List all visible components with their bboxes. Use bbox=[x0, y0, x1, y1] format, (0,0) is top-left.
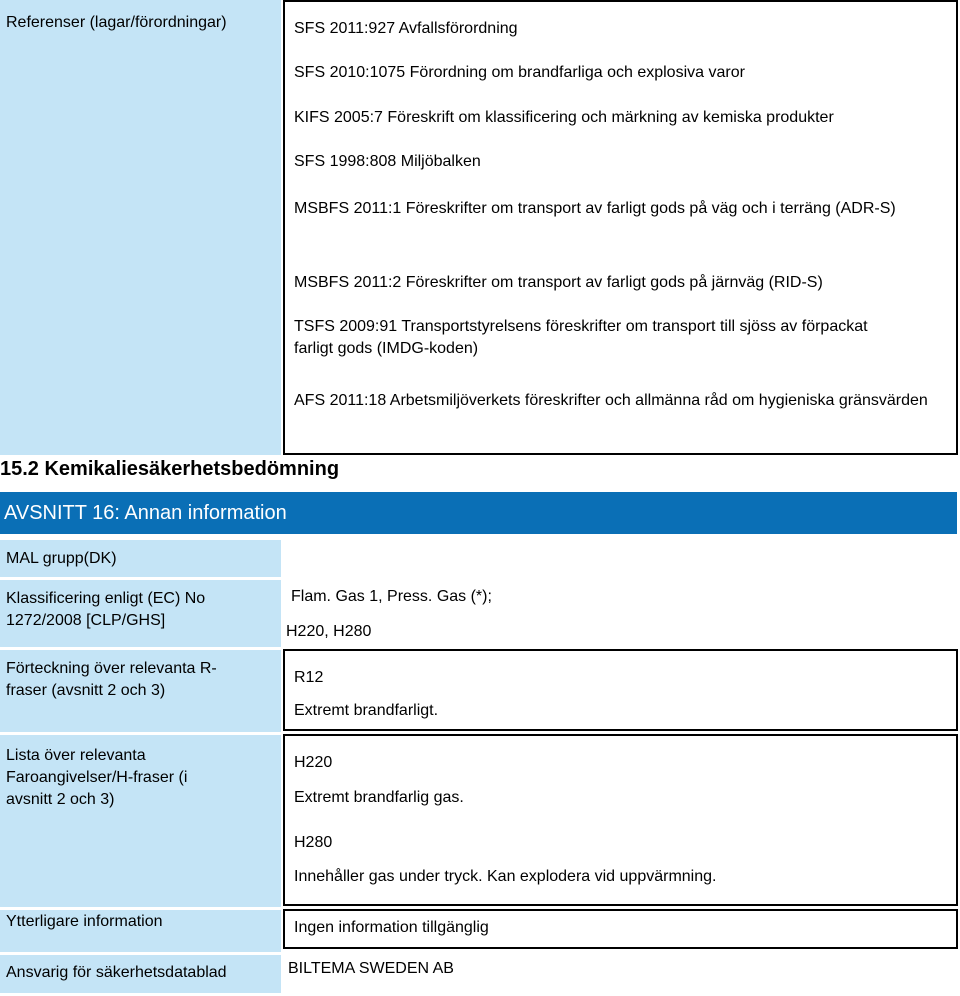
h-phrases-box bbox=[283, 734, 958, 906]
responsible-value: BILTEMA SWEDEN AB bbox=[288, 960, 454, 977]
references-label: Referenser (lagar/förordningar) bbox=[6, 14, 227, 31]
further-info-box bbox=[283, 909, 958, 949]
r-phrase-text: Extremt brandfarligt. bbox=[294, 702, 439, 719]
reference-item: KIFS 2005:7 Föreskrift om klassificering och märkning av kemiska produkter bbox=[294, 109, 834, 126]
responsible-label-cell bbox=[0, 955, 281, 993]
reference-item: MSBFS 2011:1 Föreskrifter om transport av farligt gods på väg och i terräng (ADR-S) bbox=[294, 200, 896, 217]
reference-item: SFS 1998:808 Miljöbalken bbox=[294, 153, 481, 170]
further-info-value: Ingen information tillgänglig bbox=[294, 919, 489, 936]
r-phrases-label-cell bbox=[0, 650, 281, 732]
r-phrases-label: Förteckning över relevanta R-fraser (avsnitt 2 och 3) bbox=[6, 660, 217, 699]
classification-label: Klassificering enligt (EC) No 1272/2008 [CLP/GHS] bbox=[6, 590, 206, 629]
h-phrase-text: Extremt brandfarlig gas. bbox=[294, 789, 464, 806]
references-label-cell bbox=[0, 0, 281, 455]
subsection-heading: 15.2 Kemikaliesäkerhetsbedömning bbox=[0, 458, 340, 480]
responsible-label: Ansvarig för säkerhetsdatablad bbox=[6, 964, 227, 981]
h-phrase-code: H220 bbox=[294, 754, 333, 771]
classification-line-1: Flam. Gas 1, Press. Gas (*); bbox=[291, 588, 492, 605]
further-info-label: Ytterligare information bbox=[6, 913, 163, 930]
mal-group-label-cell bbox=[0, 540, 281, 577]
h-phrases-label-cell bbox=[0, 735, 281, 907]
reference-item: AFS 2011:18 Arbetsmiljöverkets föreskrifter och allmänna råd om hygieniska gränsvärden bbox=[294, 392, 928, 409]
further-info-label-cell bbox=[0, 910, 281, 952]
section-16-header bbox=[0, 492, 957, 534]
h-phrase-text: Innehåller gas under tryck. Kan explodera vid uppvärmning. bbox=[294, 868, 717, 885]
classification-label-cell bbox=[0, 580, 281, 647]
reference-item: SFS 2010:1075 Förordning om brandfarliga och explosiva varor bbox=[294, 64, 745, 81]
references-list bbox=[283, 0, 958, 455]
r-phrase-code: R12 bbox=[294, 669, 324, 686]
mal-group-label: MAL grupp(DK) bbox=[6, 550, 117, 567]
classification-line-2: H220, H280 bbox=[286, 623, 372, 640]
section-16-title: AVSNITT 16: Annan information bbox=[4, 502, 287, 524]
h-phrases-label: Lista över relevanta Faroangivelser/H-fraser (i avsnitt 2 och 3) bbox=[6, 747, 188, 808]
reference-item: SFS 2011:927 Avfallsförordning bbox=[294, 20, 518, 37]
reference-item: TSFS 2009:91 Transportstyrelsens föreskrifter om transport till sjöss av förpackat farligt gods (IMDG-koden) bbox=[294, 318, 868, 357]
reference-item: MSBFS 2011:2 Föreskrifter om transport av farligt gods på järnväg (RID-S) bbox=[294, 274, 823, 291]
h-phrase-code: H280 bbox=[294, 834, 333, 851]
r-phrases-box bbox=[283, 649, 958, 731]
